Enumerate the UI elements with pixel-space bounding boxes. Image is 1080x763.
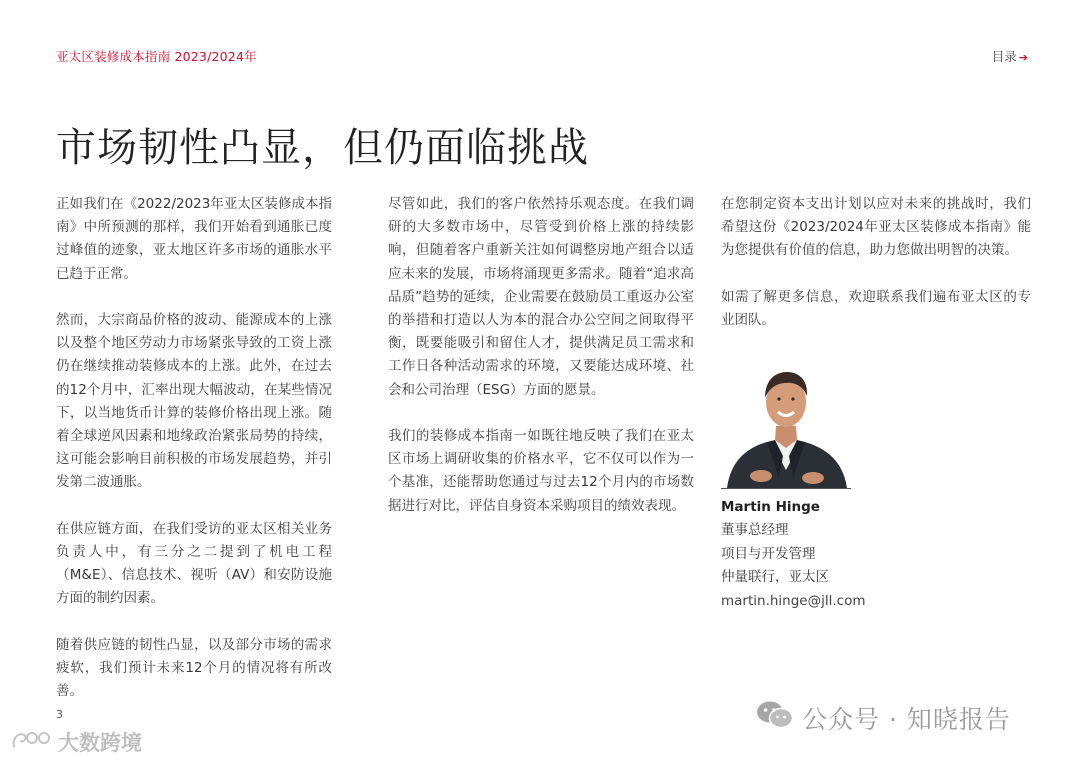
watermark-brand [10,727,142,757]
paragraph: 尽管如此，我们的客户依然持乐观态度。在我们调研的大多数市场中，尽管受到价格上涨的持续影响，但随着客户重新关注如何调整房地产组合以适应未来的发展，市场将涌现更多需求。随着“追求高品质”趋势的延续，企业需要在鼓励员工重返办公室的举措和打造以人为本的混合办公空间之间取得平衡，既要能吸引和留住人才，提供满足员工需求和工作日各种活动需求的环境，又要能达成环境、社会和公司治理（ESG）方面的愿景。 [388,196,694,398]
paragraph: 然而，大宗商品价格的波动、能源成本的上涨以及整个地区劳动力市场紧张导致的工资上涨仍在继续推动装修成本的上涨。此外，在过去的12个月中，汇率出现大幅波动，在某些情况下，以当地货币计算的装修价格出现上涨。随着全球逆风因素和地缘政治紧张局势的持续，这可能会影响目前积极的市场发展趋势，并引发第二波通胀。 [56,312,332,491]
author-block [721,496,865,613]
author-portrait [721,352,851,489]
portrait-image [721,352,851,488]
paragraph: 在您制定资本支出计划以应对未来的挑战时，我们希望这份《2023/2024年亚太区装修成本指南》能为您提供有价值的信息，助力您做出明智的决策。 [721,196,1031,259]
author-title: 董事总经理 [721,522,789,539]
doc-title: 亚太区装修成本指南 2023/2024年 [56,49,257,64]
arrow-right-icon: ➔ [1018,51,1028,64]
paragraph: 正如我们在《2022/2023年亚太区装修成本指南》中所预测的那样，我们开始看到通胀已度过峰值的迹象，亚太地区许多市场的通胀水平已趋于正常。 [56,196,332,282]
column-2 [388,193,694,541]
author-name: Martin Hinge [721,499,820,515]
brand-logo-icon [10,729,52,756]
watermark-text: 公众号 · 知晓报告 [802,705,1011,734]
author-company: 仲量联行，亚太区 [721,569,829,586]
toc-link[interactable] [992,47,1028,65]
wechat-icon [756,700,794,736]
column-3 [721,193,1031,355]
toc-label: 目录 [991,49,1017,64]
paragraph: 随着供应链的韧性凸显，以及部分市场的需求疲软，我们预计未来12个月的情况将有所改善。 [56,636,332,700]
paragraph: 在供应链方面，在我们受访的亚太区相关业务负责人中，有三分之二提到了机电工程（M&E）、信息技术、视听（AV）和安防设施方面的制约因素。 [56,520,332,607]
page-title: 市场韧性凸显，但仍面临挑战 [56,125,589,171]
page-number: 3 [56,708,63,721]
watermark-wechat [756,700,1011,736]
watermark-brand-text: 大数跨境 [58,731,142,755]
author-department: 项目与开发管理 [721,545,816,562]
paragraph: 我们的装修成本指南一如既往地反映了我们在亚太区市场上调研收集的价格水平，它不仅可以作为一个基准，还能帮助您通过与过去12个月内的市场数据进行对比，评估自身资本采购项目的绩效表现。 [388,428,694,514]
author-email-link[interactable]: martin.hinge@jll.com [721,592,866,609]
column-1 [56,193,332,727]
paragraph: 如需了解更多信息，欢迎联系我们遍布亚太区的专业团队。 [721,288,1031,328]
